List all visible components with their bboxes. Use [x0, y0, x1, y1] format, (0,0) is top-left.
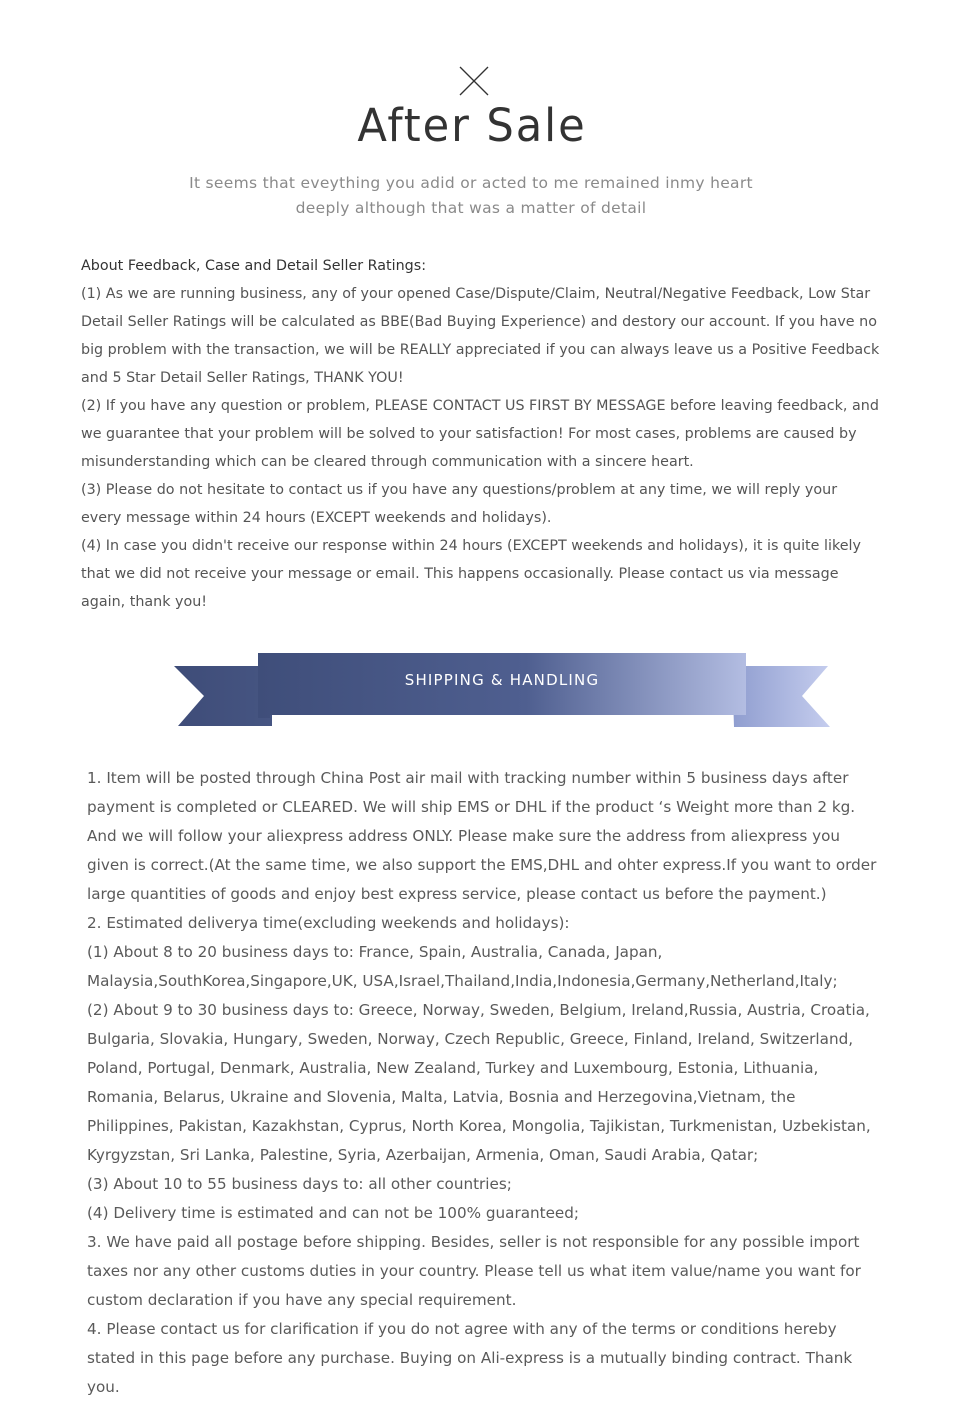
shipping-paragraph: (4) Delivery time is estimated and can not be 100% guaranteed; — [87, 1204, 580, 1222]
close-cross-icon — [458, 65, 490, 97]
shipping-paragraph: 3. We have paid all postage before shipping. Besides, seller is not responsible for any possible import taxes nor any other customs duties in your country. Please tell us what item value/name you want for custom declaration if you have any special requirement. — [87, 1233, 861, 1309]
page-subtitle — [0, 171, 942, 221]
shipping-paragraph: 4. Please contact us for clarification if you do not agree with any of the terms or conditions hereby stated in this page before any purchase. Buying on Ali-express is a mutually binding contract. Thank you. — [87, 1320, 853, 1396]
shipping-section — [87, 764, 877, 1402]
shipping-ribbon-banner — [172, 650, 832, 730]
shipping-paragraph: (1) About 8 to 20 business days to: France, Spain, Australia, Canada, Japan, Malaysia,SouthKorea,Singapore,UK, USA,Israel,Thailand,India,Indonesia,Germany,Netherland,Italy; — [87, 943, 838, 990]
subtitle-line-2: deeply although that was a matter of detail — [295, 199, 647, 217]
shipping-paragraph: 1. Item will be posted through China Post air mail with tracking number within 5 business days after payment is completed or CLEARED. We will ship EMS or DHL if the product ‘s Weight more than 2 kg. And we will follow your aliexpress address ONLY. Please make sure the address from aliexpress you given is correct.(At the same time, we also support the EMS,DHL and ohter express.If you want to order large quantities of goods and enjoy best express service, please contact us before the payment.) — [87, 769, 877, 903]
feedback-paragraph: (4) In case you didn't receive our response within 24 hours (EXCEPT weekends and holidays), it is quite likely that we did not receive your message or email. This happens occasionally. Please contact us via message again, thank you! — [81, 538, 861, 610]
page-title: After Sale — [357, 99, 587, 152]
feedback-section — [81, 252, 881, 616]
shipping-paragraph: 2. Estimated deliverya time(excluding weekends and holidays): — [87, 914, 570, 932]
feedback-paragraph: (2) If you have any question or problem, PLEASE CONTACT US FIRST BY MESSAGE before leaving feedback, and we guarantee that your problem will be solved to your satisfaction! For most cases, problems are caused by misunderstanding which can be cleared through communication with a sincere heart. — [81, 398, 879, 470]
subtitle-line-1: It seems that eveything you adid or acted to me remained inmy heart — [189, 174, 753, 192]
shipping-paragraph: (3) About 10 to 55 business days to: all other countries; — [87, 1175, 512, 1193]
feedback-heading: About Feedback, Case and Detail Seller Ratings: — [81, 258, 427, 274]
shipping-heading: SHIPPING & HANDLING — [404, 671, 600, 689]
feedback-paragraph: (1) As we are running business, any of your opened Case/Dispute/Claim, Neutral/Negative Feedback, Low Star Detail Seller Ratings will be calculated as BBE(Bad Buying Experience) and destory our account. If you have no big problem with the transaction, we will be REALLY appreciated if you can always leave us a Positive Feedback and 5 Star Detail Seller Ratings, THANK YOU! — [81, 286, 880, 386]
feedback-paragraph: (3) Please do not hesitate to contact us if you have any questions/problem at any time, we will reply your every message within 24 hours (EXCEPT weekends and holidays). — [81, 482, 838, 526]
shipping-paragraph: (2) About 9 to 30 business days to: Greece, Norway, Sweden, Belgium, Ireland,Russia, Austria, Croatia, Bulgaria, Slovakia, Hungary, Sweden, Norway, Czech Republic, Greece, Finland, Ireland, Switzerland, Poland, Portugal, Denmark, Australia, New Zealand, Turkey and Luxembourg, Estonia, Lithuania, Romania, Belarus, Ukraine and Slovenia, Malta, Latvia, Bosnia and Herzegovina,Vietnam, the Philippines, Pakistan, Kazakhstan, Cyprus, North Korea, Mongolia, Tajikistan, Turkmenistan, Uzbekistan, Kyrgyzstan, Sri Lanka, Palestine, Syria, Azerbaijan, Armenia, Oman, Saudi Arabia, Qatar; — [87, 1001, 871, 1164]
